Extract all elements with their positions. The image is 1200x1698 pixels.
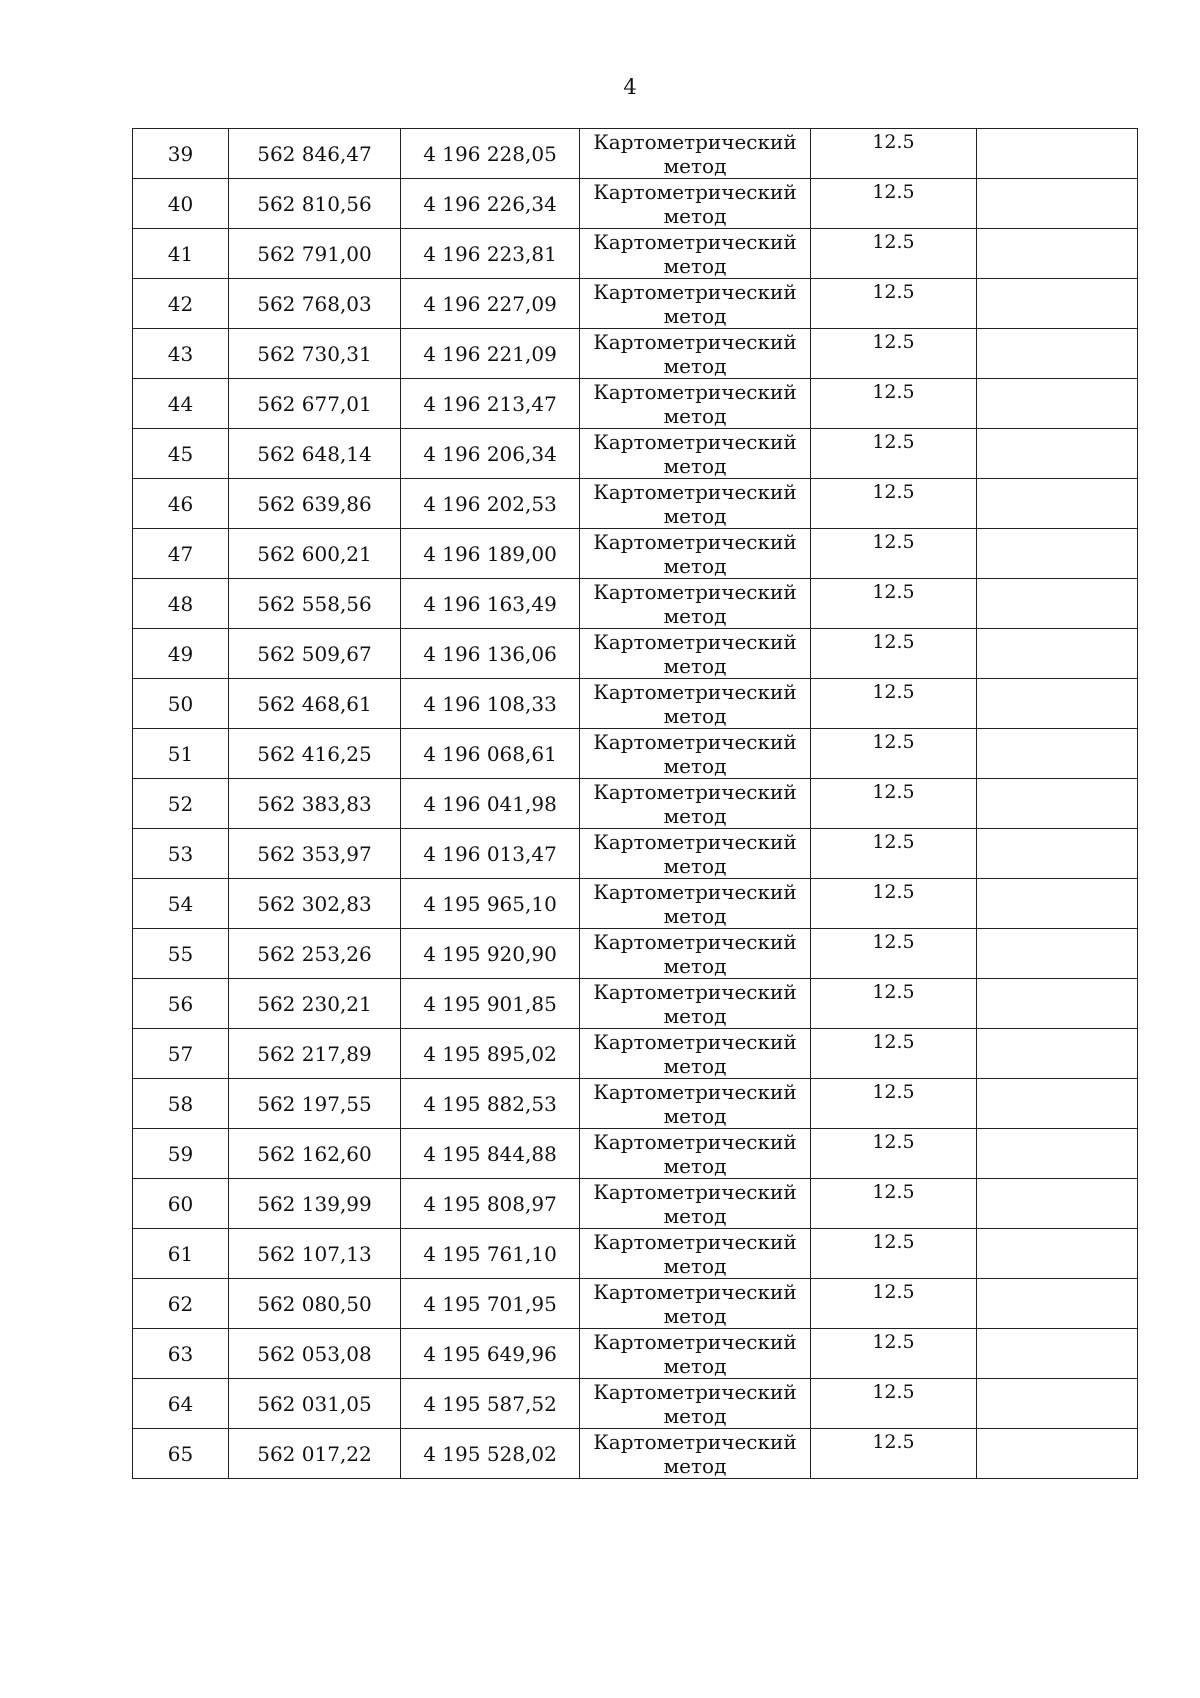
- table-row: [133, 929, 1138, 979]
- y-coordinate-cell: 4 195 761,10: [401, 1229, 580, 1279]
- method-cell: [580, 1179, 811, 1229]
- method-cell: [580, 1129, 811, 1179]
- point-number-cell: 65: [133, 1429, 229, 1479]
- note-cell: [977, 1329, 1138, 1379]
- point-number-cell: 44: [133, 379, 229, 429]
- method-cell: [580, 929, 811, 979]
- method-line-2: метод: [663, 704, 727, 728]
- table-body: [133, 129, 1138, 1479]
- method-line-1: Картометрический: [593, 630, 797, 654]
- point-number-cell: 57: [133, 1029, 229, 1079]
- note-cell: [977, 1229, 1138, 1279]
- point-number-cell: 56: [133, 979, 229, 1029]
- method-line-1: Картометрический: [593, 230, 797, 254]
- accuracy-cell: 12.5: [811, 929, 977, 979]
- note-cell: [977, 929, 1138, 979]
- method-cell: [580, 179, 811, 229]
- y-coordinate-cell: 4 195 808,97: [401, 1179, 580, 1229]
- y-coordinate-cell: 4 196 108,33: [401, 679, 580, 729]
- method-line-2: метод: [663, 1454, 727, 1478]
- method-line-1: Картометрический: [593, 130, 797, 154]
- method-line-2: метод: [663, 754, 727, 778]
- y-coordinate-cell: 4 195 895,02: [401, 1029, 580, 1079]
- table-row: [133, 1079, 1138, 1129]
- accuracy-cell: 12.5: [811, 329, 977, 379]
- method-line-2: метод: [663, 1104, 727, 1128]
- table-row: [133, 479, 1138, 529]
- note-cell: [977, 1079, 1138, 1129]
- point-number-cell: 49: [133, 629, 229, 679]
- method-line-1: Картометрический: [593, 1180, 797, 1204]
- accuracy-cell: 12.5: [811, 1329, 977, 1379]
- x-coordinate-cell: 562 162,60: [229, 1129, 401, 1179]
- method-cell: [580, 1429, 811, 1479]
- table-row: [133, 1179, 1138, 1229]
- note-cell: [977, 429, 1138, 479]
- method-line-2: метод: [663, 1404, 727, 1428]
- note-cell: [977, 1179, 1138, 1229]
- table-row: [133, 1329, 1138, 1379]
- point-number-cell: 60: [133, 1179, 229, 1229]
- method-line-2: метод: [663, 1204, 727, 1228]
- x-coordinate-cell: 562 468,61: [229, 679, 401, 729]
- point-number-cell: 50: [133, 679, 229, 729]
- method-line-2: метод: [663, 1154, 727, 1178]
- point-number-cell: 42: [133, 279, 229, 329]
- note-cell: [977, 979, 1138, 1029]
- accuracy-cell: 12.5: [811, 629, 977, 679]
- x-coordinate-cell: 562 639,86: [229, 479, 401, 529]
- accuracy-cell: 12.5: [811, 879, 977, 929]
- method-cell: [580, 729, 811, 779]
- table-row: [133, 329, 1138, 379]
- x-coordinate-cell: 562 217,89: [229, 1029, 401, 1079]
- method-line-2: метод: [663, 254, 727, 278]
- table-row: [133, 1129, 1138, 1179]
- table-row: [133, 1379, 1138, 1429]
- point-number-cell: 47: [133, 529, 229, 579]
- accuracy-cell: 12.5: [811, 979, 977, 1029]
- x-coordinate-cell: 562 416,25: [229, 729, 401, 779]
- x-coordinate-cell: 562 383,83: [229, 779, 401, 829]
- method-line-2: метод: [663, 504, 727, 528]
- x-coordinate-cell: 562 791,00: [229, 229, 401, 279]
- note-cell: [977, 629, 1138, 679]
- note-cell: [977, 279, 1138, 329]
- y-coordinate-cell: 4 195 649,96: [401, 1329, 580, 1379]
- point-number-cell: 40: [133, 179, 229, 229]
- method-line-1: Картометрический: [593, 730, 797, 754]
- method-line-2: метод: [663, 804, 727, 828]
- x-coordinate-cell: 562 509,67: [229, 629, 401, 679]
- point-number-cell: 45: [133, 429, 229, 479]
- method-cell: [580, 1079, 811, 1129]
- x-coordinate-cell: 562 053,08: [229, 1329, 401, 1379]
- method-line-1: Картометрический: [593, 180, 797, 204]
- y-coordinate-cell: 4 195 920,90: [401, 929, 580, 979]
- table-row: [133, 679, 1138, 729]
- method-line-1: Картометрический: [593, 1230, 797, 1254]
- note-cell: [977, 329, 1138, 379]
- method-cell: [580, 979, 811, 1029]
- method-line-2: метод: [663, 954, 727, 978]
- method-cell: [580, 579, 811, 629]
- method-line-1: Картометрический: [593, 880, 797, 904]
- point-number-cell: 59: [133, 1129, 229, 1179]
- method-line-2: метод: [663, 1054, 727, 1078]
- method-cell: [580, 879, 811, 929]
- x-coordinate-cell: 562 648,14: [229, 429, 401, 479]
- accuracy-cell: 12.5: [811, 1179, 977, 1229]
- table-row: [133, 879, 1138, 929]
- point-number-cell: 63: [133, 1329, 229, 1379]
- note-cell: [977, 879, 1138, 929]
- note-cell: [977, 479, 1138, 529]
- y-coordinate-cell: 4 196 041,98: [401, 779, 580, 829]
- x-coordinate-cell: 562 139,99: [229, 1179, 401, 1229]
- y-coordinate-cell: 4 195 844,88: [401, 1129, 580, 1179]
- x-coordinate-cell: 562 302,83: [229, 879, 401, 929]
- x-coordinate-cell: 562 846,47: [229, 129, 401, 179]
- accuracy-cell: 12.5: [811, 479, 977, 529]
- note-cell: [977, 679, 1138, 729]
- accuracy-cell: 12.5: [811, 529, 977, 579]
- method-line-1: Картометрический: [593, 680, 797, 704]
- method-cell: [580, 1279, 811, 1329]
- x-coordinate-cell: 562 730,31: [229, 329, 401, 379]
- x-coordinate-cell: 562 230,21: [229, 979, 401, 1029]
- table-row: [133, 129, 1138, 179]
- table-row: [133, 179, 1138, 229]
- y-coordinate-cell: 4 196 228,05: [401, 129, 580, 179]
- y-coordinate-cell: 4 196 223,81: [401, 229, 580, 279]
- method-line-1: Картометрический: [593, 980, 797, 1004]
- method-line-2: метод: [663, 304, 727, 328]
- table-row: [133, 779, 1138, 829]
- table-row: [133, 1429, 1138, 1479]
- method-line-1: Картометрический: [593, 480, 797, 504]
- method-cell: [580, 279, 811, 329]
- accuracy-cell: 12.5: [811, 1129, 977, 1179]
- accuracy-cell: 12.5: [811, 729, 977, 779]
- y-coordinate-cell: 4 195 587,52: [401, 1379, 580, 1429]
- method-line-2: метод: [663, 404, 727, 428]
- point-number-cell: 51: [133, 729, 229, 779]
- y-coordinate-cell: 4 196 202,53: [401, 479, 580, 529]
- table-row: [133, 279, 1138, 329]
- method-line-1: Картометрический: [593, 430, 797, 454]
- accuracy-cell: 12.5: [811, 1279, 977, 1329]
- point-number-cell: 46: [133, 479, 229, 529]
- table-row: [133, 829, 1138, 879]
- y-coordinate-cell: 4 195 701,95: [401, 1279, 580, 1329]
- y-coordinate-cell: 4 196 163,49: [401, 579, 580, 629]
- y-coordinate-cell: 4 196 226,34: [401, 179, 580, 229]
- note-cell: [977, 1029, 1138, 1079]
- x-coordinate-cell: 562 353,97: [229, 829, 401, 879]
- y-coordinate-cell: 4 196 068,61: [401, 729, 580, 779]
- x-coordinate-cell: 562 810,56: [229, 179, 401, 229]
- method-line-2: метод: [663, 854, 727, 878]
- x-coordinate-cell: 562 080,50: [229, 1279, 401, 1329]
- note-cell: [977, 1279, 1138, 1329]
- method-line-1: Картометрический: [593, 1380, 797, 1404]
- method-line-2: метод: [663, 554, 727, 578]
- method-line-2: метод: [663, 1354, 727, 1378]
- point-number-cell: 53: [133, 829, 229, 879]
- note-cell: [977, 1129, 1138, 1179]
- method-line-1: Картометрический: [593, 1130, 797, 1154]
- method-cell: [580, 429, 811, 479]
- table-row: [133, 979, 1138, 1029]
- table-row: [133, 579, 1138, 629]
- x-coordinate-cell: 562 197,55: [229, 1079, 401, 1129]
- table-row: [133, 1279, 1138, 1329]
- method-cell: [580, 779, 811, 829]
- note-cell: [977, 379, 1138, 429]
- accuracy-cell: 12.5: [811, 1029, 977, 1079]
- method-line-2: метод: [663, 354, 727, 378]
- method-line-2: метод: [663, 904, 727, 928]
- method-line-1: Картометрический: [593, 1080, 797, 1104]
- method-line-1: Картометрический: [593, 380, 797, 404]
- point-number-cell: 48: [133, 579, 229, 629]
- accuracy-cell: 12.5: [811, 779, 977, 829]
- method-line-1: Картометрический: [593, 1280, 797, 1304]
- method-cell: [580, 829, 811, 879]
- method-cell: [580, 679, 811, 729]
- method-line-2: метод: [663, 604, 727, 628]
- y-coordinate-cell: 4 195 528,02: [401, 1429, 580, 1479]
- point-number-cell: 62: [133, 1279, 229, 1329]
- method-cell: [580, 1229, 811, 1279]
- accuracy-cell: 12.5: [811, 579, 977, 629]
- table-row: [133, 229, 1138, 279]
- method-line-2: метод: [663, 204, 727, 228]
- page-number: 4: [623, 75, 637, 99]
- method-line-1: Картометрический: [593, 530, 797, 554]
- accuracy-cell: 12.5: [811, 229, 977, 279]
- accuracy-cell: 12.5: [811, 179, 977, 229]
- method-cell: [580, 1329, 811, 1379]
- note-cell: [977, 729, 1138, 779]
- point-number-cell: 52: [133, 779, 229, 829]
- note-cell: [977, 579, 1138, 629]
- x-coordinate-cell: 562 031,05: [229, 1379, 401, 1429]
- method-line-1: Картометрический: [593, 1030, 797, 1054]
- accuracy-cell: 12.5: [811, 1079, 977, 1129]
- method-cell: [580, 379, 811, 429]
- table-row: [133, 1229, 1138, 1279]
- note-cell: [977, 179, 1138, 229]
- method-line-2: метод: [663, 454, 727, 478]
- x-coordinate-cell: 562 768,03: [229, 279, 401, 329]
- method-line-1: Картометрический: [593, 780, 797, 804]
- accuracy-cell: 12.5: [811, 679, 977, 729]
- point-number-cell: 64: [133, 1379, 229, 1429]
- accuracy-cell: 12.5: [811, 379, 977, 429]
- y-coordinate-cell: 4 196 206,34: [401, 429, 580, 479]
- accuracy-cell: 12.5: [811, 279, 977, 329]
- accuracy-cell: 12.5: [811, 1379, 977, 1429]
- method-line-2: метод: [663, 154, 727, 178]
- x-coordinate-cell: 562 017,22: [229, 1429, 401, 1479]
- x-coordinate-cell: 562 107,13: [229, 1229, 401, 1279]
- x-coordinate-cell: 562 253,26: [229, 929, 401, 979]
- method-line-2: метод: [663, 1304, 727, 1328]
- note-cell: [977, 529, 1138, 579]
- table-row: [133, 629, 1138, 679]
- method-line-1: Картометрический: [593, 930, 797, 954]
- accuracy-cell: 12.5: [811, 1429, 977, 1479]
- table-row: [133, 529, 1138, 579]
- coordinates-table: [132, 128, 1138, 1479]
- method-cell: [580, 229, 811, 279]
- y-coordinate-cell: 4 196 221,09: [401, 329, 580, 379]
- method-cell: [580, 529, 811, 579]
- table-row: [133, 1029, 1138, 1079]
- point-number-cell: 58: [133, 1079, 229, 1129]
- point-number-cell: 54: [133, 879, 229, 929]
- y-coordinate-cell: 4 195 882,53: [401, 1079, 580, 1129]
- accuracy-cell: 12.5: [811, 429, 977, 479]
- point-number-cell: 39: [133, 129, 229, 179]
- note-cell: [977, 779, 1138, 829]
- x-coordinate-cell: 562 558,56: [229, 579, 401, 629]
- method-cell: [580, 1029, 811, 1079]
- note-cell: [977, 129, 1138, 179]
- y-coordinate-cell: 4 195 901,85: [401, 979, 580, 1029]
- method-line-1: Картометрический: [593, 330, 797, 354]
- method-line-2: метод: [663, 654, 727, 678]
- y-coordinate-cell: 4 196 013,47: [401, 829, 580, 879]
- point-number-cell: 41: [133, 229, 229, 279]
- method-line-1: Картометрический: [593, 1330, 797, 1354]
- note-cell: [977, 229, 1138, 279]
- accuracy-cell: 12.5: [811, 129, 977, 179]
- table-row: [133, 429, 1138, 479]
- x-coordinate-cell: 562 600,21: [229, 529, 401, 579]
- method-line-2: метод: [663, 1004, 727, 1028]
- y-coordinate-cell: 4 196 136,06: [401, 629, 580, 679]
- note-cell: [977, 1429, 1138, 1479]
- point-number-cell: 43: [133, 329, 229, 379]
- y-coordinate-cell: 4 196 189,00: [401, 529, 580, 579]
- method-cell: [580, 479, 811, 529]
- y-coordinate-cell: 4 196 213,47: [401, 379, 580, 429]
- y-coordinate-cell: 4 195 965,10: [401, 879, 580, 929]
- point-number-cell: 61: [133, 1229, 229, 1279]
- note-cell: [977, 829, 1138, 879]
- method-line-1: Картометрический: [593, 580, 797, 604]
- method-line-1: Картометрический: [593, 280, 797, 304]
- method-line-1: Картометрический: [593, 830, 797, 854]
- table-row: [133, 379, 1138, 429]
- point-number-cell: 55: [133, 929, 229, 979]
- method-cell: [580, 129, 811, 179]
- method-line-1: Картометрический: [593, 1430, 797, 1454]
- table-row: [133, 729, 1138, 779]
- accuracy-cell: 12.5: [811, 829, 977, 879]
- accuracy-cell: 12.5: [811, 1229, 977, 1279]
- note-cell: [977, 1379, 1138, 1429]
- x-coordinate-cell: 562 677,01: [229, 379, 401, 429]
- method-cell: [580, 1379, 811, 1429]
- y-coordinate-cell: 4 196 227,09: [401, 279, 580, 329]
- method-line-2: метод: [663, 1254, 727, 1278]
- method-cell: [580, 629, 811, 679]
- method-cell: [580, 329, 811, 379]
